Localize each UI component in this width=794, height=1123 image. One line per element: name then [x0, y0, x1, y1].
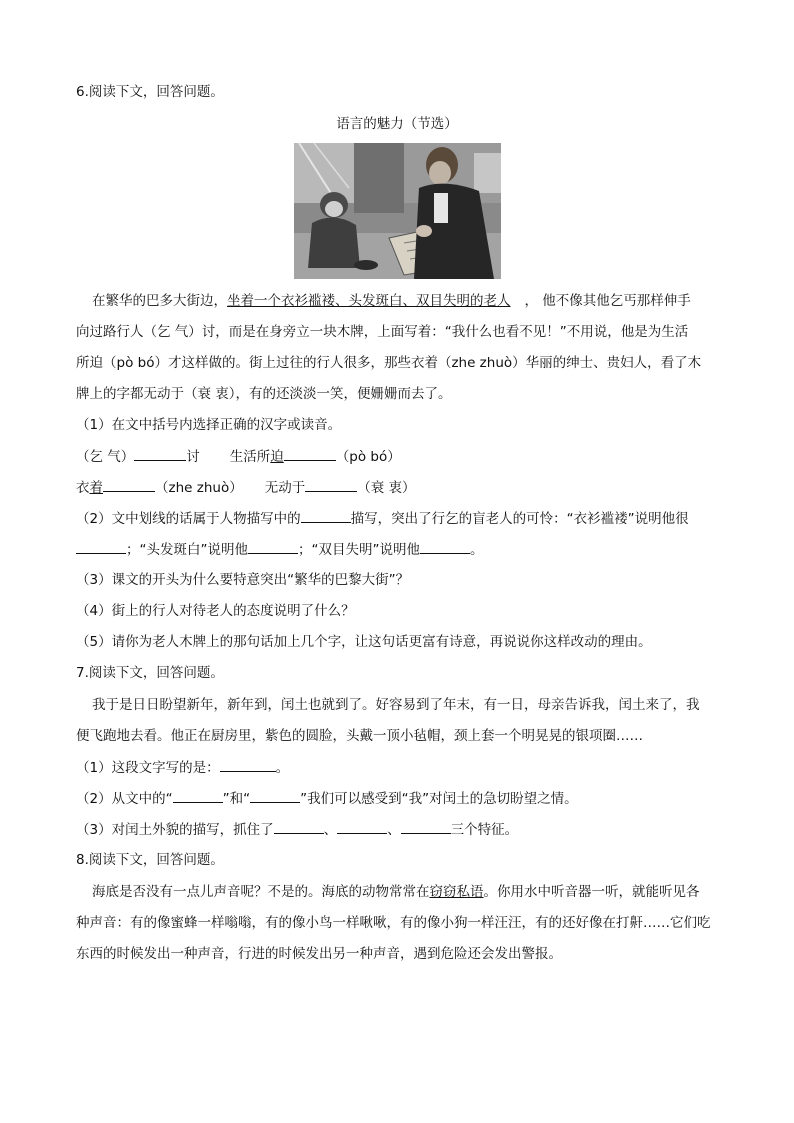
- question-text: （1）这段文字写的是：: [76, 760, 220, 776]
- underlined-sentence: 坐着一个衣衫褴褛、头发斑白、双目失明的老人: [227, 293, 511, 309]
- q6-sub2-line1: [76, 508, 689, 529]
- q7-sub1: [76, 757, 289, 778]
- q6-sub1: （1）在文中括号内选择正确的汉字或读音。: [76, 417, 342, 433]
- question-text: （2）文中划线的话属于人物描写中的: [76, 511, 301, 527]
- question-text: 描写，突出了行乞的盲老人的可怜：“衣衫褴褛”说明他很: [350, 511, 689, 527]
- passage-text: 在繁华的巴多大街边，: [92, 293, 227, 309]
- answer-blank[interactable]: [301, 508, 351, 523]
- q6-passage-line: 牌上的字都无动于（衰 衷），有的还淡淡一笑，便姗姗而去了。: [76, 386, 452, 402]
- q8-passage-line: 种声音：有的像蜜蜂一样嗡嗡，有的像小鸟一样啾啾，有的像小狗一样汪汪，有的还好像在打鼾……它们吃: [76, 915, 711, 931]
- question-text: ”我们可以感受到“我”对闰土的急切盼望之情。: [300, 791, 578, 807]
- question-text: 、: [387, 822, 401, 838]
- question-text: 三个特征。: [450, 822, 519, 838]
- q6-sub5: （5）请你为老人木牌上的那句话加上几个字，让这句话更富有诗意，再说说你这样改动的理由。: [76, 634, 652, 650]
- question-text: （2）从文中的“: [76, 791, 173, 807]
- passage-illustration: [294, 143, 501, 279]
- option-text: 生活所: [229, 449, 271, 465]
- option-text: （zhe zhuò）: [155, 480, 243, 496]
- option-text: 讨: [186, 449, 200, 465]
- answer-blank[interactable]: [337, 819, 387, 834]
- q6-sub2-line2: [76, 539, 484, 560]
- option-text: 迫: [270, 449, 284, 465]
- answer-blank[interactable]: [250, 788, 300, 803]
- q7-sub2: [76, 788, 578, 809]
- q8-passage-line: [92, 882, 700, 902]
- q6-passage-title: 语言的魅力（节选）: [336, 116, 458, 132]
- answer-blank[interactable]: [220, 757, 276, 772]
- passage-text: ， 他不像其他乞丐那样伸手: [524, 293, 691, 309]
- option-text: （乞 气）: [76, 449, 135, 465]
- q6-sub1-row1: [76, 446, 401, 467]
- option-text: （衰 衷）: [357, 480, 416, 496]
- answer-blank[interactable]: [248, 539, 298, 554]
- question-text: ；“双目失明”说明他: [298, 542, 420, 558]
- q7-passage-line: 便飞跑地去看。他正在厨房里，紫色的圆脸，头戴一顶小毡帽，颈上套一个明晃晃的银项圈……: [76, 728, 643, 744]
- q8-header: 8.阅读下文，回答问题。: [76, 852, 224, 868]
- q7-passage-line: 我于是日日盼望新年，新年到，闰土也就到了。好容易到了年末，有一日，母亲告诉我，闰土来了，我: [92, 697, 700, 713]
- answer-blank[interactable]: [103, 477, 155, 492]
- answer-blank[interactable]: [305, 477, 357, 492]
- q8-passage-line: 东西的时候发出一种声音，行进的时候发出另一种声音，遇到危险还会发出警报。: [76, 946, 562, 962]
- question-text: （3）对闰土外貌的描写，抓住了: [76, 822, 274, 838]
- q6-sub4: （4）街上的行人对待老人的态度说明了什么？: [76, 603, 355, 619]
- question-text: 。: [275, 760, 290, 776]
- q6-header: 6.阅读下文，回答问题。: [76, 84, 224, 100]
- option-text: 着: [89, 480, 103, 496]
- answer-blank[interactable]: [76, 539, 126, 554]
- q7-sub3: [76, 819, 518, 840]
- answer-blank[interactable]: [401, 819, 451, 834]
- passage-text: 海底是否没有一点儿声音呢？不是的。海底的动物常常在: [92, 884, 430, 900]
- q6-passage-line: 所迫（pò bó）才这样做的。街上过往的行人很多，那些衣着（zhe zhuò）华丽的绅士、贵妇人，看了木: [76, 355, 702, 371]
- passage-text: 。你用水中听音器一听，就能听见各: [483, 884, 700, 900]
- q6-passage-line: [92, 291, 691, 311]
- option-text: 衣: [76, 480, 90, 496]
- question-text: ”和“: [222, 791, 251, 807]
- answer-blank[interactable]: [284, 446, 336, 461]
- answer-blank[interactable]: [173, 788, 223, 803]
- question-text: 。: [470, 542, 484, 558]
- question-text: 、: [323, 822, 338, 838]
- q6-sub1-row2: [76, 477, 416, 498]
- option-text: （pò bó）: [335, 449, 401, 465]
- option-text: 无动于: [264, 480, 306, 496]
- answer-blank[interactable]: [420, 539, 470, 554]
- q7-header: 7.阅读下文，回答问题。: [76, 665, 224, 681]
- underlined-phrase: 窃窃私语: [429, 884, 484, 900]
- answer-blank[interactable]: [134, 446, 186, 461]
- question-text: ；“头发斑白”说明他: [126, 542, 248, 558]
- answer-blank[interactable]: [274, 819, 324, 834]
- q6-sub3: （3）课文的开头为什么要特意突出“繁华的巴黎大街”？: [76, 572, 410, 588]
- q6-passage-line: 向过路行人（乞 气）讨，而是在身旁立一块木牌，上面写着：“我什么也看不见！”不用说，他是为生活: [76, 324, 689, 340]
